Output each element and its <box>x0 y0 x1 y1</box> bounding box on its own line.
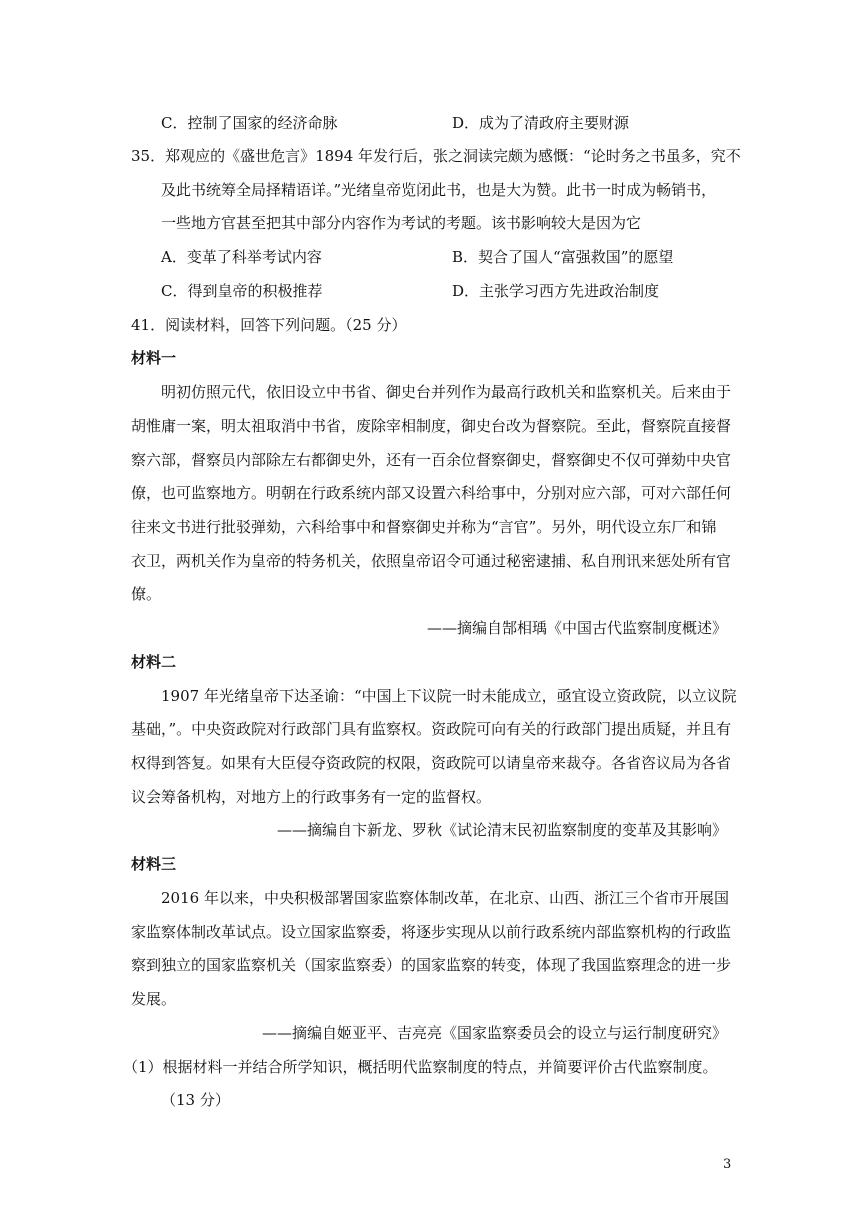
q41-title: 41．阅读材料，回答下列问题。（25 分） <box>131 316 407 334</box>
material-3-line: 家监察体制改革试点。设立国家监察委，将逐步实现从以前行政系统内部监察机构的行政监 <box>131 923 732 941</box>
material-1-heading: 材料一 <box>131 349 177 367</box>
material-1-line: 往来文书进行批驳弹劾，六科给事中和督察御史并称为“言官”。另外，明代设立东厂和锦 <box>131 518 717 536</box>
q35-option-d: D．主张学习西方先进政治制度 <box>452 282 660 300</box>
q35-option-b: B．契合了国人“富强救国”的愿望 <box>452 248 674 266</box>
material-1-line: 衣卫，两机关作为皇帝的特务机关，依照皇帝诏令可通过秘密逮捕、私自刑讯来惩处所有官 <box>131 552 732 570</box>
material-3-line: 察到独立的国家监察机关（国家监察委）的国家监察的转变，体现了我国监察理念的进一步 <box>131 956 732 974</box>
q35-option-c: C．得到皇帝的积极推荐 <box>161 282 323 300</box>
material-2-line: 1907 年光绪皇帝下达圣谕：“中国上下议院一时未能成立，亟宜设立资政院，以立议院 <box>161 687 737 705</box>
material-2-line: 权得到答复。如果有大臣侵夺资政院的权限，资政院可以请皇帝来裁夺。各省咨议局为各省 <box>131 754 732 772</box>
material-2-heading: 材料二 <box>131 653 177 671</box>
material-3-line: 发展。 <box>131 990 177 1008</box>
q34-option-c: C．控制了国家的经济命脉 <box>161 114 338 132</box>
q35-stem-line: 及此书统筹全局择精语详。”光绪皇帝览闭此书，也是大为赞。此书一时成为畅销书， <box>161 181 717 199</box>
material-1-source: ——摘编自郜相瑀《中国古代监察制度概述》 <box>426 619 727 637</box>
q35-stem-line: 35．郑观应的《盛世危言》1894 年发行后，张之洞读完颇为感慨：“论时务之书虽多，究不 <box>131 147 741 165</box>
material-1-line: 僚，也可监察地方。明朝在行政系统内部又设置六科给事中，分别对应六部，可对六部任何 <box>131 484 732 502</box>
q34-option-d: D．成为了清政府主要财源 <box>452 114 630 132</box>
material-1-line: 僚。 <box>131 585 162 603</box>
material-2-source: ——摘编自卞新龙、罗秋《试论清末民初监察制度的变革及其影响》 <box>276 821 727 839</box>
material-3-source: ——摘编自姬亚平、吉亮亮《国家监察委员会的设立与运行制度研究》 <box>261 1024 727 1042</box>
subquestion-1: （1）根据材料一并结合所学知识，概括明代监察制度的特点，并简要评价古代监察制度。 <box>123 1058 718 1076</box>
material-3-heading: 材料三 <box>131 855 177 873</box>
page-number: 3 <box>723 1157 732 1172</box>
material-1-line: 胡惟庸一案，明太祖取消中书省，废除宰相制度，御史台改为督察院。至此，督察院直接督 <box>131 417 732 435</box>
q35-stem-line: 一些地方官甚至把其中部分内容作为考试的考题。该书影响较大是因为它 <box>161 214 642 232</box>
material-3-line: 2016 年以来，中央积极部署国家监察体制改革，在北京、山西、浙江三个省市开展国 <box>161 889 729 907</box>
material-1-line: 明初仿照元代，依旧设立中书省、御史台并列作为最高行政机关和监察机关。后来由于 <box>161 383 732 401</box>
q35-option-a: A．变革了科举考试内容 <box>161 248 322 266</box>
material-1-line: 察六部，督察员内部除左右都御史外，还有一百余位督察御史，督察御史不仅可弹劾中央官 <box>131 451 732 469</box>
subquestion-1-points: （13 分） <box>161 1091 230 1109</box>
material-2-line: 议会筹备机构，对地方上的行政事务有一定的监督权。 <box>131 788 492 806</box>
material-2-line: 基础，”。中央资政院对行政部门具有监察权。资政院可向有关的行政部门提出质疑，并且有 <box>131 720 732 738</box>
